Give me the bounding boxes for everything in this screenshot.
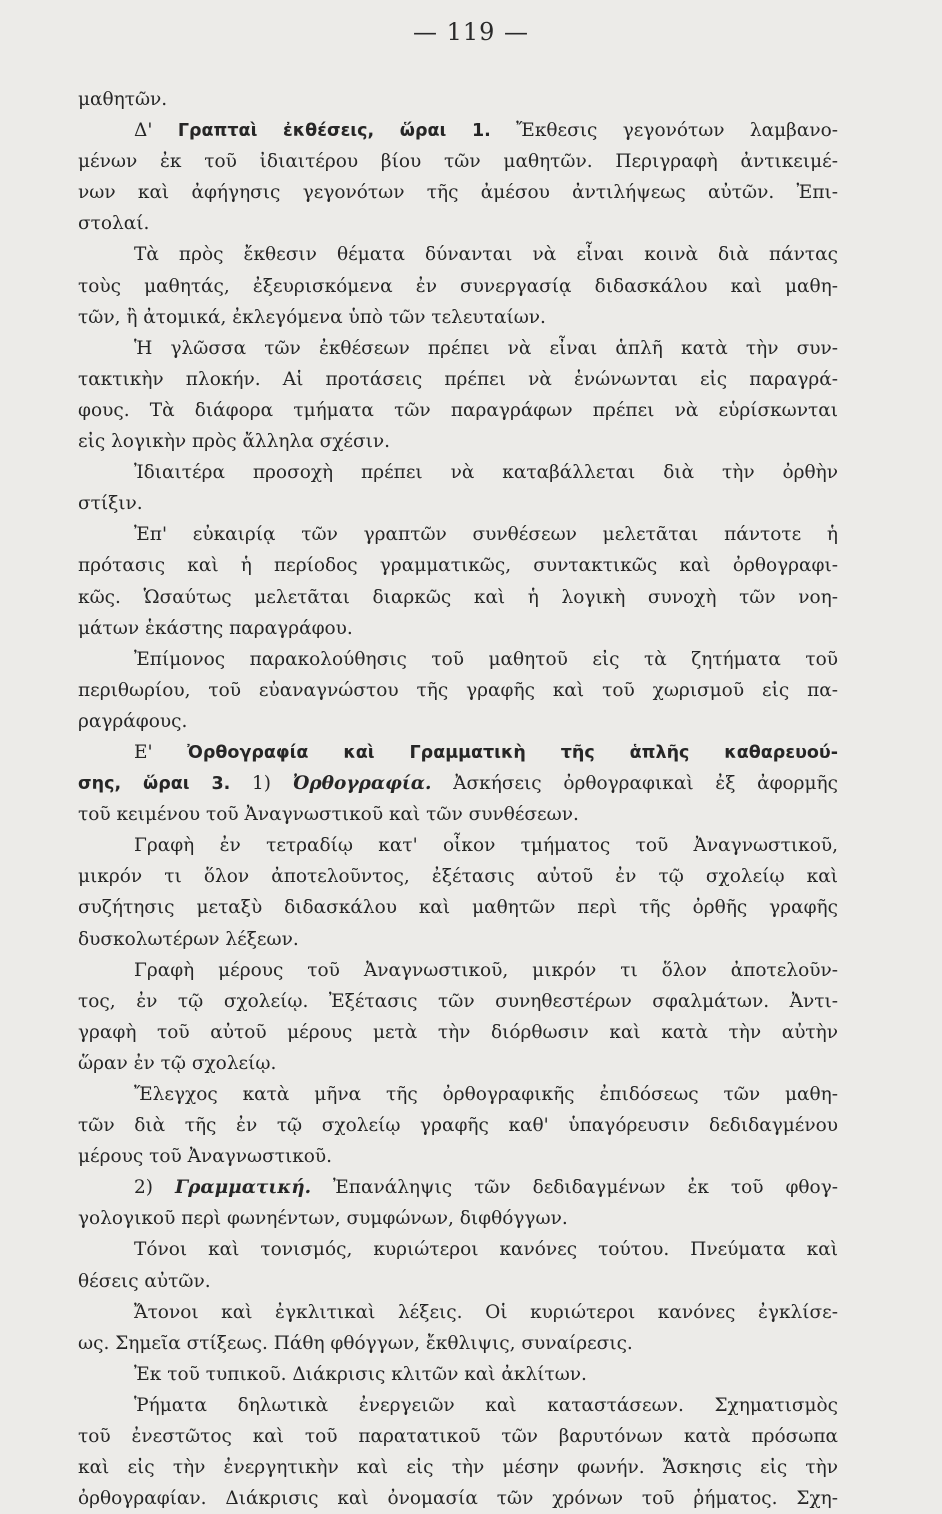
emphasized-text: Γραμματική. — [174, 1177, 312, 1199]
text-segment: Τὰ πρὸς ἔκθεσιν θέματα δύνανται νὰ εἶναι κοινὰ διὰ πάντας — [134, 244, 838, 266]
text-segment: ὀρθογραφίαν. Διάκρισις καὶ ὀνομασία τῶν χρόνων τοῦ ῥήματος. Σχη- — [78, 1488, 838, 1510]
text-line — [78, 302, 838, 333]
text-segment: Ῥήματα δηλωτικὰ ἐνεργειῶν καὶ καταστάσεων. Σχηματισμὸς — [134, 1394, 838, 1416]
text-line — [78, 1297, 838, 1328]
text-line — [78, 426, 838, 457]
emphasized-text: Γραπταὶ ἐκθέσεις, ὥραι 1. — [177, 121, 491, 142]
text-line — [78, 519, 838, 550]
text-segment: φους. Τὰ διάφορα τμήματα τῶν παραγράφων πρέπει νὰ εὑρίσκωνται — [78, 399, 838, 421]
text-segment: γραφὴ τοῦ αὐτοῦ μέρους μετὰ τὴν διόρθωσιν καὶ κατὰ τὴν αὐτὴν — [78, 1021, 838, 1043]
text-segment: Ἔκθεσις γεγονότων λαμβανο- — [490, 120, 838, 142]
text-segment: μικρόν τι ὅλον ἀποτελοῦντος, ἐξέτασις αὐτοῦ ἐν τῷ σχολείῳ καὶ — [78, 866, 838, 888]
text-segment: εἰς λογικὴν πρὸς ἄλληλα σχέσιν. — [78, 431, 390, 453]
text-line — [78, 333, 838, 364]
text-segment: Τόνοι καὶ τονισμός, κυριώτεροι κανόνες τούτου. Πνεύματα καὶ — [134, 1239, 838, 1261]
text-line — [78, 1141, 838, 1172]
text-segment: μάτων ἑκάστης παραγράφου. — [78, 617, 353, 639]
text-segment: μένων ἐκ τοῦ ἰδιαιτέρου βίου τῶν μαθητῶν. Περιγραφὴ ἀντικειμέ- — [78, 151, 838, 173]
text-segment: θέσεις αὐτῶν. — [78, 1270, 211, 1292]
text-line — [78, 1110, 838, 1141]
text-line — [78, 1172, 838, 1203]
text-segment: ως. Σημεῖα στίξεως. Πάθη φθόγγων, ἔκθλιψις, συναίρεσις. — [78, 1332, 633, 1354]
text-segment: Ἀσκήσεις ὀρθογραφικαὶ ἐξ ἀφορμῆς — [431, 773, 839, 795]
text-segment: Ἡ γλῶσσα τῶν ἐκθέσεων πρέπει νὰ εἶναι ἁπλῆ κατὰ τὴν συν- — [134, 337, 838, 359]
text-line — [78, 1266, 838, 1297]
text-segment: γολογικοῦ περὶ φωνηέντων, συμφώνων, διφθόγγων. — [78, 1208, 568, 1230]
text-line — [78, 737, 838, 768]
text-segment: Ἄτονοι καὶ ἐγκλιτικαὶ λέξεις. Οἱ κυριώτεροι κανόνες ἐγκλίσε- — [134, 1301, 838, 1323]
text-segment: 2) — [134, 1177, 175, 1199]
text-segment: τοῦ κειμένου τοῦ Ἀναγνωστικοῦ καὶ τῶν συνθέσεων. — [78, 804, 579, 826]
text-line — [78, 1234, 838, 1265]
emphasized-text: Ὀρθογραφία καὶ Γραμματικὴ τῆς ἁπλῆς καθαρευού- — [187, 742, 838, 763]
text-segment: καὶ εἰς τὴν ἐνεργητικὴν καὶ εἰς τὴν μέσην φωνήν. Ἄσκησις εἰς τὴν — [78, 1457, 838, 1479]
text-line — [78, 706, 838, 737]
text-segment: Ἐπ' εὐκαιρίᾳ τῶν γραπτῶν συνθέσεων μελετᾶται πάντοτε ἡ — [134, 524, 838, 546]
text-line — [78, 1483, 838, 1514]
text-segment: τακτικὴν πλοκήν. Αἱ προτάσεις πρέπει νὰ ἑνώνωνται εἰς παραγρά- — [78, 368, 838, 390]
text-segment: κῶς. Ὡσαύτως μελετᾶται διαρκῶς καὶ ἡ λογικὴ συνοχὴ τῶν νοη- — [78, 586, 838, 608]
emphasized-text: σης, ὥραι 3. — [78, 774, 231, 795]
text-line — [78, 613, 838, 644]
text-segment: Ἐκ τοῦ τυπικοῦ. Διάκρισις κλιτῶν καὶ ἀκλίτων. — [134, 1363, 587, 1385]
text-line — [78, 861, 838, 892]
text-segment: Ἔλεγχος κατὰ μῆνα τῆς ὀρθογραφικῆς ἐπιδόσεως τῶν μαθη- — [134, 1084, 838, 1105]
text-line — [78, 395, 838, 426]
page-number: — 119 — — [412, 18, 530, 46]
text-line — [78, 1359, 838, 1390]
text-line — [78, 1421, 838, 1452]
text-line — [78, 1048, 838, 1079]
text-segment: Ε' — [134, 741, 188, 763]
body-text — [78, 84, 838, 1514]
text-line — [78, 146, 838, 177]
text-line — [78, 1017, 838, 1048]
text-line — [78, 768, 838, 799]
text-segment: ραγράφους. — [78, 710, 188, 732]
text-segment: τοῦ ἐνεστῶτος καὶ τοῦ παρατατικοῦ τῶν βαρυτόνων κατὰ πρόσωπα — [78, 1426, 838, 1448]
text-line — [78, 955, 838, 986]
text-line — [78, 271, 838, 302]
text-segment: ὥραν ἐν τῷ σχολείῳ. — [78, 1052, 277, 1074]
text-segment: τος, ἐν τῷ σχολείῳ. Ἐξέτασις τῶν συνηθεστέρων σφαλμάτων. Ἀντι- — [78, 990, 838, 1012]
text-line — [78, 1328, 838, 1359]
text-segment: Ἐπανάληψις τῶν δεδιδαγμένων ἐκ τοῦ φθογ- — [311, 1177, 839, 1199]
text-segment: τοὺς μαθητάς, ἐξευρισκόμενα ἐν συνεργασίᾳ διδασκάλου καὶ μαθη- — [78, 275, 838, 297]
text-line — [78, 239, 838, 270]
text-line — [78, 488, 838, 519]
text-line — [78, 550, 838, 581]
text-segment: δυσκολωτέρων λέξεων. — [78, 928, 299, 950]
text-segment: στίξιν. — [78, 493, 143, 515]
text-line — [78, 892, 838, 923]
text-line — [78, 364, 838, 395]
text-line — [78, 177, 838, 208]
text-segment: στολαί. — [78, 213, 150, 235]
text-segment: τῶν διὰ τῆς ἐν τῷ σχολείῳ γραφῆς καθ' ὑπαγόρευσιν δεδιδαγμένου — [78, 1115, 838, 1137]
text-line — [78, 457, 838, 488]
text-segment: μαθητῶν. — [78, 89, 168, 110]
text-segment: τῶν, ἢ ἀτομικά, ἐκλεγόμενα ὑπὸ τῶν τελευταίων. — [78, 306, 546, 328]
text-segment: Ἰδιαιτέρα προσοχὴ πρέπει νὰ καταβάλλεται διὰ τὴν ὀρθὴν — [134, 462, 838, 484]
text-segment: Δ' — [134, 120, 178, 142]
text-line — [78, 84, 838, 115]
text-segment: 1) — [230, 773, 293, 795]
emphasized-text: Ὀρθογραφία. — [292, 773, 432, 795]
text-segment: Ἐπίμονος παρακολούθησις τοῦ μαθητοῦ εἰς τὰ ζητήματα τοῦ — [134, 648, 838, 670]
text-line — [78, 986, 838, 1017]
text-line — [78, 644, 838, 675]
text-segment: περιθωρίου, τοῦ εὐαναγνώστου τῆς γραφῆς καὶ τοῦ χωρισμοῦ εἰς πα- — [78, 679, 838, 701]
text-line — [78, 1203, 838, 1234]
text-line — [78, 1452, 838, 1483]
text-segment: Γραφὴ ἐν τετραδίῳ κατ' οἶκον τμήματος τοῦ Ἀναγνωστικοῦ, — [134, 835, 838, 857]
text-segment: Γραφὴ μέρους τοῦ Ἀναγνωστικοῦ, μικρόν τι ὅλον ἀποτελοῦν- — [134, 959, 838, 981]
text-line — [78, 1079, 838, 1110]
text-segment: συζήτησις μεταξὺ διδασκάλου καὶ μαθητῶν περὶ τῆς ὀρθῆς γραφῆς — [78, 897, 838, 919]
text-line — [78, 924, 838, 955]
text-line — [78, 208, 838, 239]
text-line — [78, 799, 838, 830]
text-line — [78, 830, 838, 861]
text-line — [78, 1390, 838, 1421]
text-line — [78, 675, 838, 706]
text-segment: νων καὶ ἀφήγησις γεγονότων τῆς ἀμέσου ἀντιλήψεως αὐτῶν. Ἐπι- — [78, 182, 838, 204]
text-line — [78, 582, 838, 613]
text-line — [78, 115, 838, 146]
text-segment: πρότασις καὶ ἡ περίοδος γραμματικῶς, συντακτικῶς καὶ ὀρθογραφι- — [78, 555, 838, 577]
text-segment: μέρους τοῦ Ἀναγνωστικοῦ. — [78, 1146, 333, 1168]
